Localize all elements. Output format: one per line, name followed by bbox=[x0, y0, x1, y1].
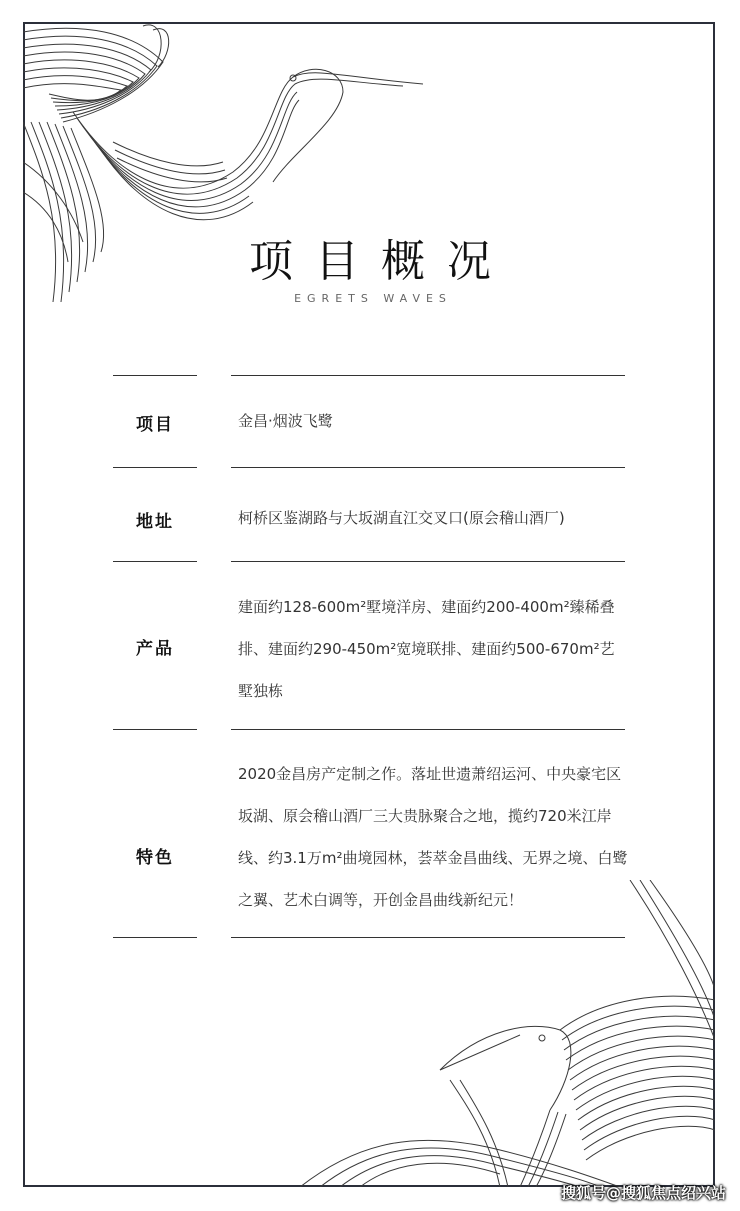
divider-left bbox=[113, 375, 197, 376]
divider-right bbox=[231, 729, 625, 730]
row-label-feature: 特色 bbox=[136, 848, 174, 868]
row-value-address: 柯桥区鉴湖路与大坂湖直江交叉口(原会稽山酒厂) bbox=[238, 509, 565, 527]
divider-right bbox=[231, 561, 625, 562]
divider-right bbox=[231, 467, 625, 468]
row-value-product: 建面约128-600m²墅境洋房、建面约200-400m²臻稀叠排、建面约290-450m²宽境联排、建面约500-670m²艺墅独栋 bbox=[238, 598, 615, 700]
divider-left bbox=[113, 729, 197, 730]
row-value-project: 金昌·烟波飞鹭 bbox=[238, 412, 333, 430]
source-watermark: 搜狐号@搜狐焦点绍兴站 bbox=[560, 1184, 726, 1202]
page-title: 项目概况 bbox=[249, 236, 513, 287]
divider-left bbox=[113, 561, 197, 562]
divider-left bbox=[113, 937, 197, 938]
divider-right bbox=[231, 375, 625, 376]
row-value-feature: 2020金昌房产定制之作。落址世遗萧绍运河、中央豪宅区坂湖、原会稽山酒厂三大贵脉聚合之地，揽约720米江岸线、约3.1万m²曲境园林，荟萃金昌曲线、无界之境、白鹭之翼、艺术白调等，开创金昌曲线新纪元！ bbox=[238, 765, 628, 909]
row-label-product: 产品 bbox=[136, 639, 174, 659]
page-subtitle: EGRETS WAVES bbox=[294, 292, 452, 305]
divider-left bbox=[113, 467, 197, 468]
divider-right bbox=[231, 937, 625, 938]
row-label-project: 项目 bbox=[136, 415, 174, 435]
row-label-address: 地址 bbox=[136, 512, 174, 532]
